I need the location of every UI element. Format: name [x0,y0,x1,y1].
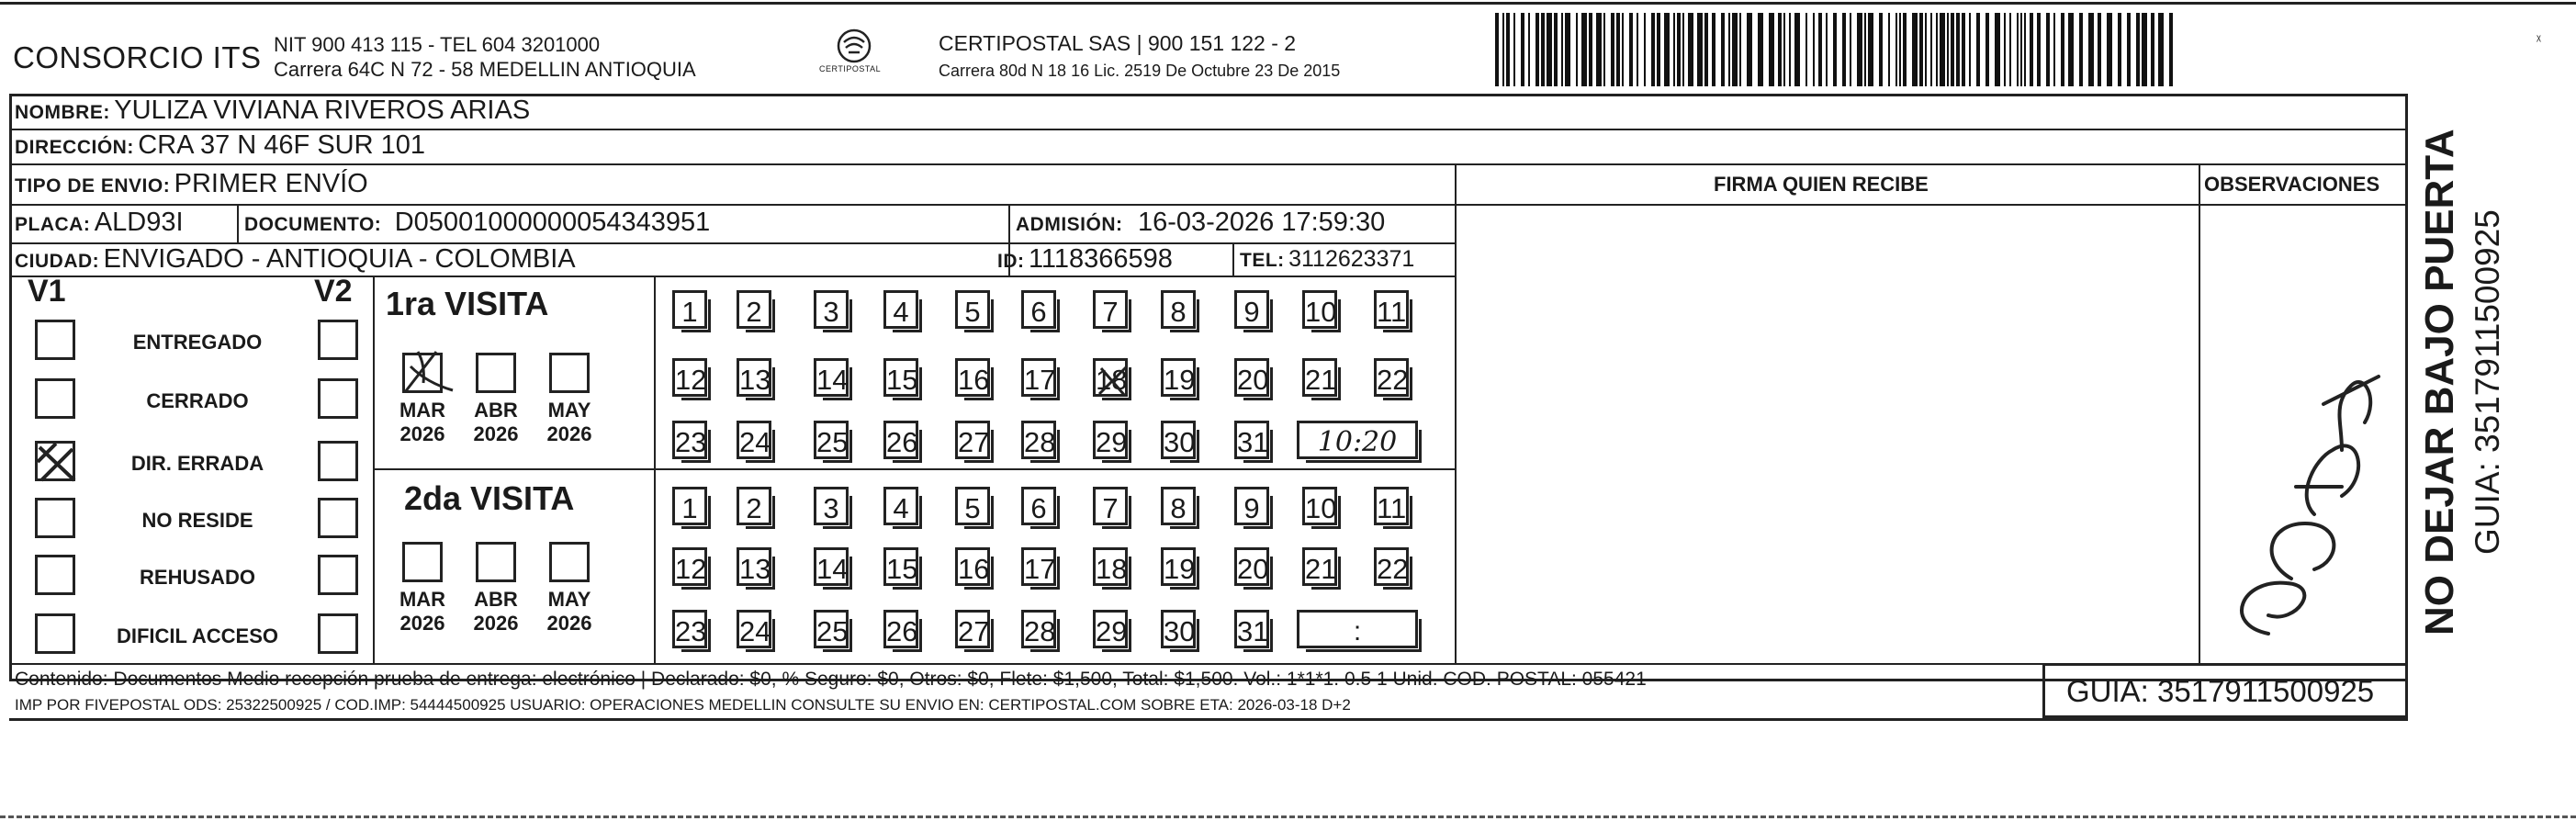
barcode-bar [2037,13,2041,86]
barcode-bar [1712,13,1715,86]
status-option-label: NO RESIDE [141,509,253,532]
day-box[interactable]: 4 [883,487,918,525]
barcode-bar [1547,13,1552,86]
month-label: ABR [474,399,518,422]
barcode-bar [1502,13,1504,86]
barcode-bar [1521,13,1524,86]
nombre-row [15,96,530,126]
company-address: Carrera 64C N 72 - 58 MEDELLIN ANTIOQUIA [274,58,696,81]
day-box[interactable]: 28 [1021,610,1056,648]
barcode-bar [1629,13,1633,86]
barcode-bar [1637,13,1638,86]
company-nit-tel: NIT 900 413 115 - TEL 604 3201000 [274,33,601,56]
firma-column-header: FIRMA QUIEN RECIBE [1714,173,1929,196]
day-box[interactable]: 11 [1374,487,1409,525]
barcode-bar [1596,13,1602,86]
barcode-bar [1565,13,1570,86]
status-checkbox-v2[interactable] [318,441,358,481]
top-edge-line [0,2,2576,5]
status-checkbox-v1[interactable] [35,441,75,481]
nombre-value: YULIZA VIVIANA RIVEROS ARIAS [114,96,531,125]
barcode-bar [2107,13,2112,86]
check-mark-icon [38,444,78,484]
barcode-bar [1826,13,1828,86]
barcode-bar [2079,13,2083,86]
barcode-bar [1930,13,1932,86]
month-checkbox-mar[interactable] [402,353,443,393]
barcode-bar [2136,13,2140,86]
guia-number: GUIA: 3517911500925 [2066,674,2375,708]
barcode-bar [1879,13,1883,86]
column-divider [1455,165,1457,663]
day-box[interactable]: 8 [1161,290,1196,329]
handwritten-signature [2204,349,2388,661]
barcode-bar [1794,13,1800,86]
barcode-bar [1682,13,1684,86]
day-box[interactable]: 29 [1093,421,1128,459]
barcode-bar [1850,13,1851,86]
day-box[interactable]: 27 [955,421,990,459]
v1-label: V1 [28,274,66,309]
day-box[interactable]: 21 [1302,547,1337,586]
day-box[interactable]: 17 [1021,358,1056,397]
barcode-bar [1813,13,1815,86]
day-box[interactable]: 17 [1021,547,1056,586]
side-guia: GUIA: 3517911500925 [2469,209,2506,555]
barcode-bar [2017,13,2019,86]
cell-divider [1232,244,1234,276]
barcode-bar [1664,13,1670,86]
day-box[interactable]: 29 [1093,610,1128,648]
barcode-bar [1603,13,1605,86]
status-checkbox-v2[interactable] [318,613,358,654]
observaciones-column-header: OBSERVACIONES [2204,173,2380,196]
tel-cell [1240,246,1414,273]
ciudad-cell [15,244,576,275]
barcode-bar [1688,13,1693,86]
day-box[interactable]: 25 [814,421,849,459]
barcode-bar [1622,13,1624,86]
day-box[interactable]: 23 [672,421,707,459]
day-box[interactable]: 12 [672,547,707,586]
direccion-label: DIRECCIÓN: [15,137,134,158]
day-box[interactable]: 31 [1234,421,1269,459]
barcode-bar [1903,13,1907,86]
barcode-bar [1899,13,1901,86]
year-label: 2026 [546,422,592,445]
barcode-bar [2004,13,2006,86]
day-box[interactable]: 3 [814,487,849,525]
barcode-bar [1732,13,1738,86]
day-box[interactable]: 6 [1021,290,1056,329]
barcode-bar [1925,13,1927,86]
barcode-bar [1976,13,1980,86]
day-box[interactable]: 18 [1093,547,1128,586]
barcode-bar [1947,13,1949,86]
cert-line-1: CERTIPOSTAL SAS | 900 151 122 - 2 [939,31,1297,55]
barcode-bar [1657,13,1660,86]
month-label: MAR [399,588,446,611]
barcode-bar [1581,13,1587,86]
header-underline [1457,204,2406,206]
tipo-value: PRIMER ENVÍO [174,169,368,198]
day-box[interactable]: 9 [1234,290,1269,329]
status-checkbox-v2[interactable] [318,320,358,360]
day-box[interactable]: 5 [955,290,990,329]
barcode-bar [2098,13,2101,86]
barcode-bar [2061,13,2064,86]
nombre-label: NOMBRE: [15,102,110,123]
id-cell [997,244,1173,275]
barcode-bar [1868,13,1873,86]
barcode-bar [1697,13,1703,86]
status-checkbox-v1[interactable] [35,320,75,360]
day-box[interactable]: 22 [1374,358,1409,397]
barcode-bar [1721,13,1725,86]
footer-imp-line: IMP POR FIVEPOSTAL ODS: 25322500925 / COD.IMP: 54444500925 USUARIO: OPERACIONES MEDELLIN CONSULTE SU ENVIO EN: CERTIPOSTAL.COM SOBRE ETA: 2026-03-18 D+2 [15,696,1351,714]
barcode-bar [2053,13,2055,86]
barcode-bar [1554,13,1558,86]
barcode-bar [1528,13,1530,86]
day-box[interactable]: 4 [883,290,918,329]
day-box[interactable]: 22 [1374,547,1409,586]
tel-value: 3112623371 [1288,246,1415,272]
barcode-bar [2142,13,2147,86]
day-box[interactable]: 20 [1234,358,1269,397]
day-box[interactable]: 24 [737,610,771,648]
day-box[interactable]: 2 [737,487,771,525]
day-box[interactable]: 21 [1302,358,1337,397]
form-bottom-line [9,718,2408,721]
day-box[interactable]: 14 [814,358,849,397]
barcode-bar [1677,13,1681,86]
day-box[interactable]: 13 [737,547,771,586]
day-box[interactable]: 20 [1234,547,1269,586]
day-box[interactable]: 16 [955,358,990,397]
barcode-bar [1611,13,1614,86]
barcode-bar [1541,13,1545,86]
day-box[interactable]: 3 [814,290,849,329]
id-value: 1118366598 [1028,244,1173,274]
barcode-bar [2151,13,2154,86]
barcode-bar [2020,13,2022,86]
month-checkbox-may[interactable] [549,353,590,393]
barcode-bar [1673,13,1675,86]
status-checkbox-v1[interactable] [35,498,75,538]
row-divider [11,163,2406,165]
barcode-bar [1513,13,1515,86]
visit-divider [375,468,1455,470]
day-box[interactable]: 1 [672,487,707,525]
day-box[interactable]: 31 [1234,610,1269,648]
barcode-bar [1769,13,1774,86]
day-mark-icon [1096,361,1131,399]
column-divider [2199,165,2200,663]
barcode-bar [1936,13,1938,86]
barcode-bar [2024,13,2026,86]
day-box[interactable]: 16 [955,547,990,586]
year-label: 2026 [546,612,592,635]
barcode-bar [2009,13,2011,86]
barcode-bar [2030,13,2033,86]
id-label: ID: [997,251,1025,272]
year-label: 2026 [473,612,519,635]
day-box[interactable]: 1 [672,290,707,329]
barcode-bar [2068,13,2074,86]
visit-time-field[interactable]: : [1297,610,1418,648]
barcode-bar [1842,13,1846,86]
month-label: ABR [474,588,518,611]
day-box[interactable]: 5 [955,487,990,525]
tipo-label: TIPO DE ENVIO: [15,175,171,197]
barcode-bar [1616,13,1620,86]
barcode-bar [1758,13,1763,86]
status-checkbox-v1[interactable] [35,555,75,595]
day-box[interactable]: 30 [1161,421,1196,459]
tear-line [0,815,2576,818]
visit-2-title: 2da VISITA [404,479,575,517]
day-box[interactable]: 15 [883,358,918,397]
section-divider [654,277,656,663]
month-label: MAY [547,588,591,611]
cell-divider [237,206,239,242]
certipostal-logo-text: CERTIPOSTAL [819,64,882,73]
admision-label: ADMISIÓN: [1016,214,1123,235]
day-box[interactable]: 18 [1093,358,1128,397]
barcode-bar [1728,13,1730,86]
side-warning: NO DEJAR BAJO PUERTA [2417,129,2462,635]
placa-label: PLACA: [15,214,91,235]
day-box[interactable]: 30 [1161,610,1196,648]
day-box[interactable]: 9 [1234,487,1269,525]
year-label: 2026 [399,422,445,445]
month-checkbox-abr[interactable] [476,542,516,582]
month-label: MAR [399,399,446,422]
barcode-bar [1995,13,2000,86]
documento-label: DOCUMENTO: [244,214,382,235]
barcode-bar [1576,13,1578,86]
day-box[interactable]: 10 [1302,487,1337,525]
day-box[interactable]: 15 [883,547,918,586]
barcode-bar [2127,13,2131,86]
barcode-bar [1805,13,1807,86]
day-box[interactable]: 19 [1161,547,1196,586]
barcode-bar [1912,13,1918,86]
day-box[interactable]: 26 [883,421,918,459]
day-box[interactable]: 8 [1161,487,1196,525]
admision-cell [1016,208,1385,238]
barcode-bar [2118,13,2121,86]
placa-cell [15,208,184,238]
day-box[interactable]: 27 [955,610,990,648]
day-box[interactable]: 14 [814,547,849,586]
day-box[interactable]: 25 [814,610,849,648]
status-checkbox-v1[interactable] [35,613,75,654]
month-checkbox-abr[interactable] [476,353,516,393]
day-box[interactable]: 13 [737,358,771,397]
day-box[interactable]: 23 [672,610,707,648]
barcode-bar [1888,13,1890,86]
barcode-bar [1651,13,1655,86]
day-box[interactable]: 28 [1021,421,1056,459]
visit-1-title: 1ra VISITA [386,285,549,322]
barcode-bar [1495,13,1499,86]
barcode-bar [1956,13,1960,86]
barcode-bar [1985,13,1989,86]
status-option-label: DIR. ERRADA [130,452,264,475]
barcode-bar [1535,13,1539,86]
barcode-bar [1704,13,1708,86]
status-option-label: ENTREGADO [132,331,263,354]
cert-line-2: Carrera 80d N 18 16 Lic. 2519 De Octubre 23 De 2015 [939,62,1341,80]
day-box[interactable]: 6 [1021,487,1056,525]
month-checkbox-may[interactable] [549,542,590,582]
status-checkbox-v2[interactable] [318,555,358,595]
day-box[interactable]: 12 [672,358,707,397]
day-box[interactable]: 11 [1374,290,1409,329]
day-box[interactable]: 19 [1161,358,1196,397]
v2-label: V2 [314,274,353,309]
day-box[interactable]: 26 [883,610,918,648]
tipo-row [15,169,368,199]
month-label: MAY [547,399,591,422]
status-checkbox-v1[interactable] [35,378,75,419]
barcode-bar [1940,13,1945,86]
day-box[interactable]: 10 [1302,290,1337,329]
status-option-label: REHUSADO [140,566,255,589]
barcode-bar [1778,13,1782,86]
barcode-bar [1506,13,1510,86]
tel-label: TEL: [1240,250,1285,271]
status-option-label: DIFICIL ACCESO [116,624,278,647]
admision-value: 16-03-2026 17:59:30 [1137,208,1386,237]
form-frame [9,94,2408,681]
barcode-bar [2169,13,2173,86]
barcode [1495,13,2180,86]
day-box[interactable]: 2 [737,290,771,329]
year-label: 2026 [399,612,445,635]
barcode-bar [1951,13,1954,86]
barcode-bar [1919,13,1923,86]
barcode-bar [1747,13,1752,86]
barcode-bar [1561,13,1563,86]
direccion-value: CRA 37 N 46F SUR 101 [138,130,425,160]
corner-mark: ᵡ [2537,31,2541,46]
barcode-bar [1969,13,1971,86]
barcode-bar [1644,13,1646,86]
check-mark-icon [399,346,455,401]
year-label: 2026 [473,422,519,445]
barcode-bar [1818,13,1822,86]
barcode-bar [2158,13,2164,86]
barcode-bar [1833,13,1837,86]
barcode-bar [1895,13,1897,86]
barcode-bar [2046,13,2050,86]
barcode-bar [1789,13,1791,86]
row-divider [11,204,1455,206]
direccion-row [15,130,425,161]
month-checkbox-mar[interactable] [402,542,443,582]
row-divider [11,276,1455,277]
visit-time-field[interactable]: 10:20 [1297,421,1418,459]
ciudad-label: CIUDAD: [15,251,100,272]
barcode-bar [1589,13,1592,86]
barcode-bar [1783,13,1785,86]
section-divider [373,277,375,663]
brand-name: CONSORCIO ITS [13,40,262,74]
status-option-label: CERRADO [146,389,249,412]
documento-value: D05001000000054343951 [394,208,711,237]
day-box[interactable]: 24 [737,421,771,459]
footer-content-line: Contenido: Documentos Medio recepción prueba de entrega: electrónico | Declarado: $0, % Seguro: $0, Otros: $0, Flete: $1,500, Total: $1,500. Vol.: 1*1*1. 0.5 1 Unid. COD. POSTAL: 055421 [15,669,1647,690]
placa-value: ALD93I [94,208,184,237]
barcode-bar [1962,13,1965,86]
barcode-bar [1739,13,1741,86]
day-box[interactable]: 7 [1093,290,1128,329]
documento-cell [244,208,710,238]
status-checkbox-v2[interactable] [318,378,358,419]
barcode-bar [1864,13,1866,86]
ciudad-value: ENVIGADO - ANTIOQUIA - COLOMBIA [103,244,576,274]
status-checkbox-v2[interactable] [318,498,358,538]
barcode-bar [2088,13,2094,86]
barcode-bar [1857,13,1862,86]
day-box[interactable]: 7 [1093,487,1128,525]
